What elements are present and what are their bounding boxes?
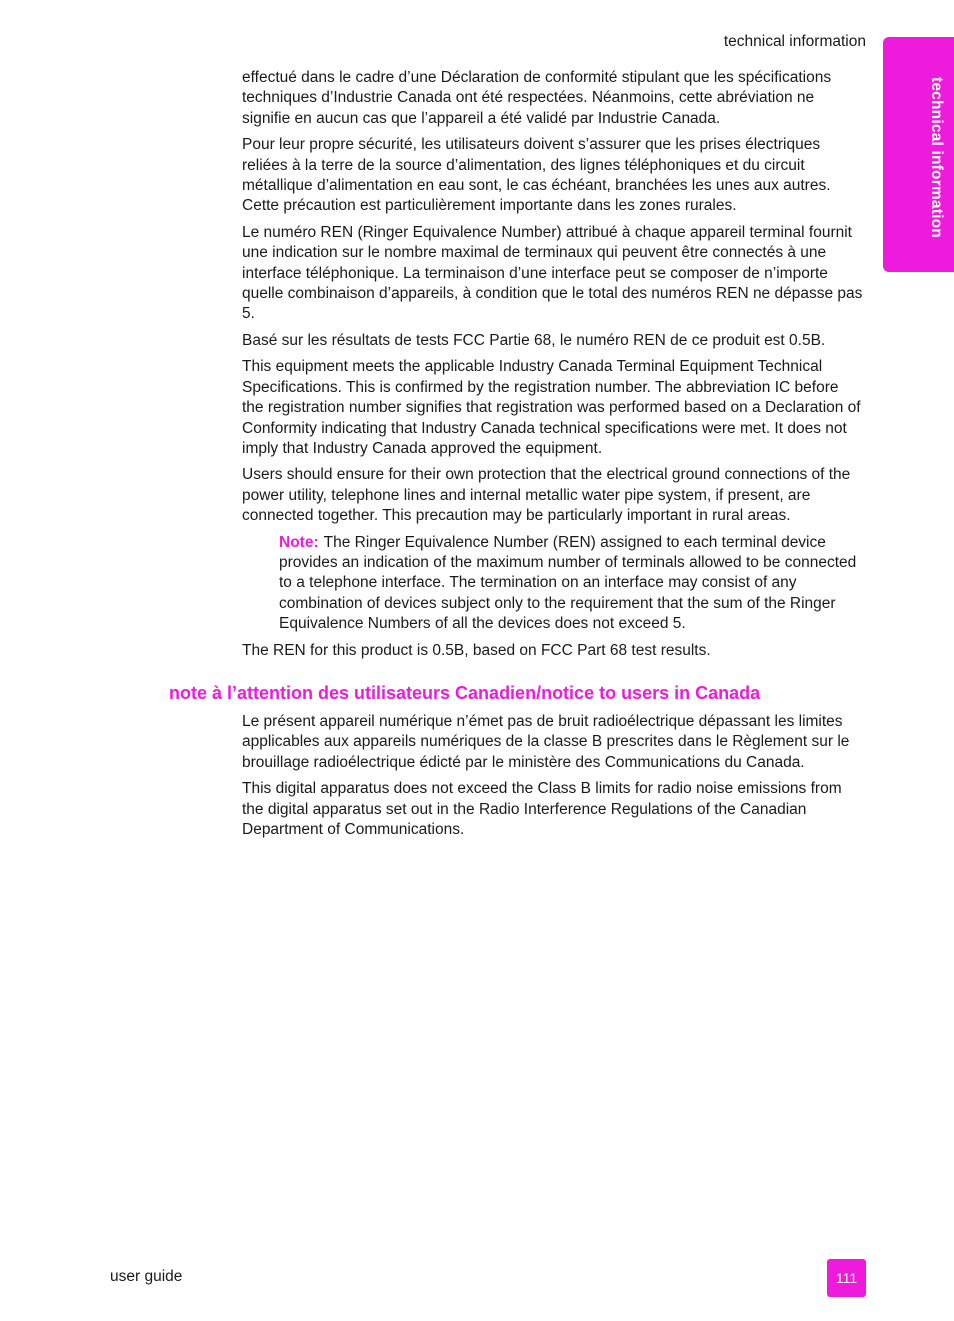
paragraph: The REN for this product is 0.5B, based on FCC Part 68 test results. bbox=[242, 641, 711, 659]
paragraph: This digital apparatus does not exceed the Class B limits for radio noise emissions from the digital apparatus set out in the Radio Interference Regulations of the Canadian Department of Communications. bbox=[242, 780, 842, 839]
note-text: The Ringer Equivalence Number (REN) assigned to each terminal device provides an indication of the maximum number of terminals allowed to be connected to a telephone interface. The termination on an interface may consist of any combination of devices subject only to the requirement that the sum of the Ringer Equivalence Numbers of all the devices does not exceed 5. bbox=[279, 533, 857, 633]
paragraph: effectué dans le cadre d’une Déclaration de conformité stipulant que les spécifications techniques d’Industrie Canada ont été respectées. Néanmoins, cette abréviation ne signifie en aucun cas que l’appareil a été validé par Industrie Canada. bbox=[242, 69, 832, 127]
paragraph: Le présent appareil numérique n’émet pas de bruit radioélectrique dépassant les limites applicables aux appareils numériques de la classe B prescrites dans le Règlement sur le brouillage radioélectrique édicté par le ministère des Communications du Canada. bbox=[242, 713, 850, 771]
side-tab-label: technical information bbox=[928, 77, 945, 238]
paragraph: Basé sur les résultats de tests FCC Partie 68, le numéro REN de ce produit est 0.5B. bbox=[242, 331, 826, 349]
paragraph: Pour leur propre sécurité, les utilisateurs doivent s’assurer que les prises électriques reliées à la terre de la source d’alimentation, des lignes téléphoniques et du circuit métallique d’alimentation en eau sont, le cas échéant, branchées les unes aux autres. Cette précaution est particulièrement importante dans les zones rurales. bbox=[242, 136, 831, 215]
paragraph: Le numéro REN (Ringer Equivalence Number) attribué à chaque appareil terminal fournit une indication sur le nombre maximal de terminaux qui peuvent être connectés à une interface téléphonique. La terminaison d’une interface peut se composer de n’importe quelle combinaison d’appareils, à condition que le total des numéros REN ne dépasse pas 5. bbox=[242, 223, 863, 323]
main-content bbox=[242, 68, 864, 667]
section-content bbox=[242, 712, 864, 846]
paragraph: This equipment meets the applicable Industry Canada Terminal Equipment Technical Specifications. This is confirmed by the registration number. The abbreviation IC before the registration number signifies that registration was performed based on a Declaration of Conformity indicating that Industry Canada technical specifications were met. It does not imply that Industry Canada approved the equipment. bbox=[242, 358, 861, 457]
page-number: 111 bbox=[827, 1259, 866, 1297]
note-block bbox=[279, 533, 864, 635]
section-side-tab bbox=[883, 37, 954, 272]
paragraph: Users should ensure for their own protection that the electrical ground connections of the power utility, telephone lines and internal metallic water pipe system, if present, are connected together. This precaution may be particularly important in rural areas. bbox=[242, 466, 851, 525]
note-label: Note: bbox=[279, 533, 319, 551]
footer-text: user guide bbox=[110, 1268, 183, 1285]
running-header: technical information bbox=[723, 33, 866, 50]
section-heading: note à l’attention des utilisateurs Canadien/notice to users in Canada bbox=[169, 683, 761, 703]
